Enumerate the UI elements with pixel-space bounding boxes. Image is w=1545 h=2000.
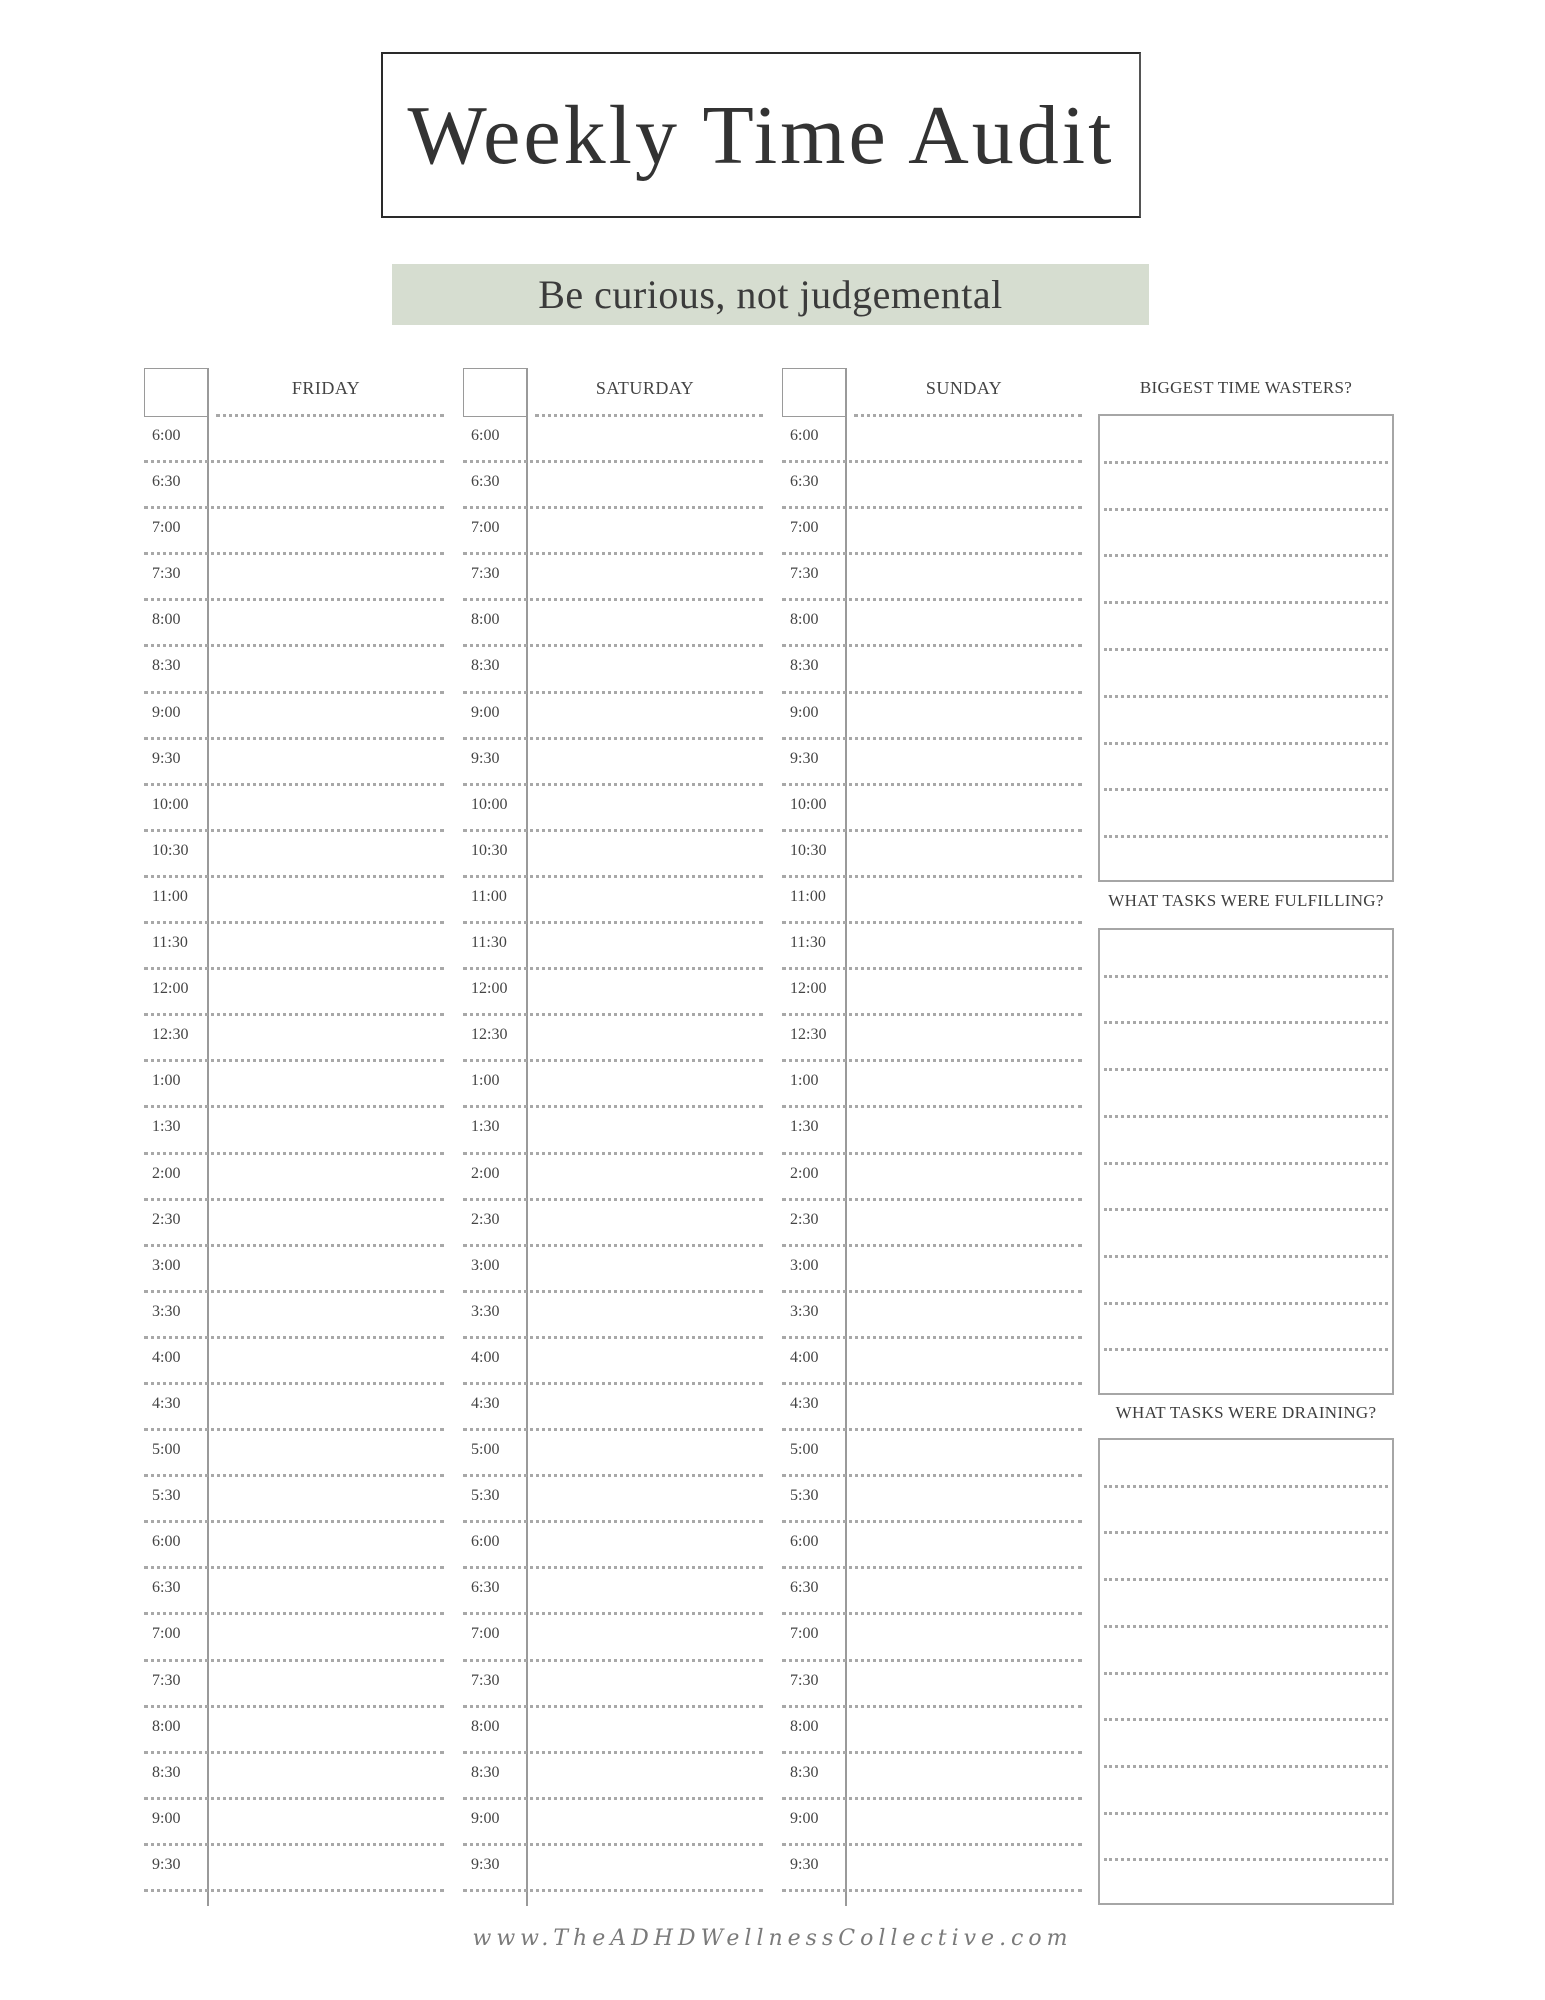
time-slot[interactable] — [144, 1247, 444, 1293]
time-slot[interactable] — [463, 970, 763, 1016]
notes-box-time-wasters[interactable] — [1098, 414, 1394, 882]
time-label: 10:00 — [790, 795, 827, 813]
time-slot[interactable] — [782, 417, 1082, 463]
time-slot[interactable] — [463, 1615, 763, 1661]
time-slot[interactable] — [782, 1477, 1082, 1523]
time-slot[interactable] — [782, 1385, 1082, 1431]
time-slot[interactable] — [782, 1062, 1082, 1108]
writing-line — [1104, 1348, 1388, 1351]
time-label: 3:30 — [152, 1302, 181, 1320]
time-label: 8:00 — [790, 611, 819, 629]
time-slot[interactable] — [782, 1800, 1082, 1846]
writing-line — [1104, 1531, 1388, 1534]
writing-line — [1104, 695, 1388, 698]
time-label: 8:00 — [471, 611, 500, 629]
time-slot[interactable] — [782, 1708, 1082, 1754]
time-label: 2:00 — [471, 1164, 500, 1182]
time-slot[interactable] — [463, 1477, 763, 1523]
time-label: 10:30 — [471, 841, 508, 859]
time-slot[interactable] — [463, 1846, 763, 1892]
time-label: 9:30 — [152, 1855, 181, 1873]
time-slot[interactable] — [144, 694, 444, 740]
time-slot[interactable] — [782, 463, 1082, 509]
time-slot[interactable] — [782, 509, 1082, 555]
time-label: 12:30 — [471, 1026, 508, 1044]
time-label: 2:30 — [790, 1210, 819, 1228]
time-label: 7:30 — [790, 565, 819, 583]
day-name: FRIDAY — [291, 378, 361, 398]
time-label: 12:00 — [152, 980, 189, 998]
time-slot[interactable] — [463, 1754, 763, 1800]
time-slot[interactable] — [144, 740, 444, 786]
time-label: 6:30 — [471, 1579, 500, 1597]
time-slot[interactable] — [463, 1201, 763, 1247]
time-slot[interactable] — [463, 1385, 763, 1431]
time-label: 11:00 — [790, 887, 826, 905]
time-label: 8:30 — [790, 657, 819, 675]
writing-line — [1104, 1485, 1388, 1488]
time-label: 7:30 — [471, 565, 500, 583]
time-slot[interactable] — [463, 555, 763, 601]
time-slot[interactable] — [463, 1062, 763, 1108]
subtitle: Be curious, not judgemental — [538, 272, 1003, 317]
time-slot[interactable] — [144, 1569, 444, 1615]
writing-line — [1104, 1255, 1388, 1258]
time-label: 1:00 — [471, 1072, 500, 1090]
time-label: 10:30 — [152, 841, 189, 859]
time-slot[interactable] — [782, 1201, 1082, 1247]
writing-line — [1104, 508, 1388, 511]
time-label: 4:00 — [790, 1348, 819, 1366]
time-label: 6:00 — [152, 427, 181, 444]
writing-line — [1104, 1115, 1388, 1118]
time-slot[interactable] — [463, 1431, 763, 1477]
writing-line — [1104, 648, 1388, 651]
section-title-draining: WHAT TASKS WERE DRAINING? — [1115, 1403, 1377, 1422]
time-label: 7:00 — [790, 1625, 819, 1643]
time-slot[interactable] — [144, 417, 444, 463]
time-slot[interactable] — [782, 832, 1082, 878]
time-label: 12:00 — [471, 980, 508, 998]
writing-line — [1104, 1302, 1388, 1305]
time-label: 8:00 — [471, 1717, 500, 1735]
time-label: 9:00 — [471, 703, 500, 721]
time-slot[interactable] — [463, 1339, 763, 1385]
time-label: 1:30 — [471, 1118, 500, 1136]
time-slot[interactable] — [144, 1108, 444, 1154]
time-slot[interactable] — [463, 740, 763, 786]
time-slot[interactable] — [463, 694, 763, 740]
time-slot[interactable] — [144, 878, 444, 924]
section-title-time-wasters: BIGGEST TIME WASTERS? — [1139, 378, 1353, 397]
time-label: 2:30 — [471, 1210, 500, 1228]
time-label: 2:00 — [152, 1164, 181, 1182]
time-label: 9:30 — [790, 749, 819, 767]
time-label: 10:30 — [790, 841, 827, 859]
time-slot[interactable] — [463, 924, 763, 970]
time-label: 1:30 — [152, 1118, 181, 1136]
time-label: 4:30 — [790, 1394, 819, 1412]
time-slot[interactable] — [144, 555, 444, 601]
time-slot[interactable] — [463, 1108, 763, 1154]
time-slots — [463, 417, 763, 1892]
time-slot[interactable] — [782, 1846, 1082, 1892]
time-slot[interactable] — [144, 601, 444, 647]
time-slot[interactable] — [144, 1155, 444, 1201]
time-label: 5:30 — [471, 1487, 500, 1505]
writing-line — [1104, 1858, 1388, 1861]
time-slot[interactable] — [463, 647, 763, 693]
writing-line — [1104, 601, 1388, 604]
time-label: 7:00 — [471, 1625, 500, 1643]
time-slot[interactable] — [463, 1569, 763, 1615]
writing-line — [1104, 1162, 1388, 1165]
time-label: 12:30 — [790, 1026, 827, 1044]
time-slot[interactable] — [144, 1615, 444, 1661]
day-name: SUNDAY — [925, 378, 1003, 398]
time-label: 3:00 — [471, 1256, 500, 1274]
time-slot[interactable] — [144, 1385, 444, 1431]
writing-line — [1104, 742, 1388, 745]
writing-line — [1104, 1625, 1388, 1628]
writing-line — [1104, 1765, 1388, 1768]
time-label: 1:00 — [790, 1072, 819, 1090]
time-slot[interactable] — [782, 694, 1082, 740]
time-label: 3:00 — [152, 1256, 181, 1274]
time-slot[interactable] — [463, 1800, 763, 1846]
time-slot[interactable] — [144, 1662, 444, 1708]
day-checkbox[interactable] — [463, 368, 527, 417]
time-slot[interactable] — [463, 786, 763, 832]
time-label: 7:30 — [790, 1671, 819, 1689]
time-label: 11:30 — [152, 934, 188, 952]
writing-line — [1104, 554, 1388, 557]
time-slot[interactable] — [144, 924, 444, 970]
writing-line — [1104, 1021, 1388, 1024]
time-label: 7:00 — [152, 1625, 181, 1643]
time-slot[interactable] — [782, 740, 1082, 786]
time-slot[interactable] — [782, 1108, 1082, 1154]
time-slot[interactable] — [144, 786, 444, 832]
time-slots — [782, 417, 1082, 1892]
writing-line — [1104, 1812, 1388, 1815]
time-label: 9:00 — [152, 1809, 181, 1827]
time-slot[interactable] — [144, 1293, 444, 1339]
time-slot[interactable] — [463, 1662, 763, 1708]
time-slot[interactable] — [144, 509, 444, 555]
time-label: 11:00 — [471, 887, 507, 905]
time-label: 8:30 — [471, 657, 500, 675]
time-slot[interactable] — [144, 1523, 444, 1569]
time-label: 7:00 — [471, 519, 500, 537]
time-label: 8:00 — [152, 1717, 181, 1735]
time-slot[interactable] — [463, 832, 763, 878]
time-label: 6:30 — [790, 473, 819, 491]
time-label: 8:00 — [152, 611, 181, 629]
time-label: 9:00 — [471, 1809, 500, 1827]
writing-line — [1104, 1578, 1388, 1581]
time-slot[interactable] — [144, 970, 444, 1016]
time-slot[interactable] — [782, 555, 1082, 601]
time-slot[interactable] — [144, 1846, 444, 1892]
time-slot[interactable] — [782, 1569, 1082, 1615]
time-slot[interactable] — [463, 878, 763, 924]
time-slot[interactable] — [782, 1662, 1082, 1708]
time-slot[interactable] — [782, 970, 1082, 1016]
time-label: 9:30 — [471, 1855, 500, 1873]
notes-box-draining[interactable] — [1098, 1438, 1394, 1905]
time-label: 8:30 — [471, 1763, 500, 1781]
time-slot[interactable] — [463, 463, 763, 509]
time-slot[interactable] — [463, 1155, 763, 1201]
time-slot[interactable] — [144, 1201, 444, 1247]
time-label: 6:30 — [790, 1579, 819, 1597]
time-label: 12:00 — [790, 980, 827, 998]
time-label: 8:30 — [152, 657, 181, 675]
time-label: 3:30 — [471, 1302, 500, 1320]
time-label: 6:00 — [471, 427, 500, 444]
time-label: 11:30 — [471, 934, 507, 952]
time-label: 4:00 — [471, 1348, 500, 1366]
time-slot[interactable] — [144, 1339, 444, 1385]
writing-line — [1104, 1672, 1388, 1675]
writing-line — [1104, 461, 1388, 464]
time-label: 9:00 — [152, 703, 181, 721]
time-label: 6:30 — [152, 1579, 181, 1597]
time-slot[interactable] — [144, 463, 444, 509]
time-slot[interactable] — [782, 1247, 1082, 1293]
time-slot[interactable] — [782, 1431, 1082, 1477]
section-title-fulfilling: WHAT TASKS WERE FULFILLING? — [1108, 891, 1384, 910]
time-label: 8:30 — [790, 1763, 819, 1781]
time-slot[interactable] — [463, 509, 763, 555]
time-label: 9:30 — [471, 749, 500, 767]
time-slot[interactable] — [144, 1016, 444, 1062]
time-slot[interactable] — [144, 1754, 444, 1800]
time-label: 6:30 — [152, 473, 181, 491]
time-label: 10:00 — [152, 795, 189, 813]
time-slot[interactable] — [782, 1339, 1082, 1385]
time-slot[interactable] — [463, 417, 763, 463]
time-slot[interactable] — [782, 1016, 1082, 1062]
day-checkbox[interactable] — [782, 368, 846, 417]
time-label: 7:30 — [471, 1671, 500, 1689]
time-slot[interactable] — [144, 1062, 444, 1108]
time-label: 8:00 — [790, 1717, 819, 1735]
time-label: 5:30 — [152, 1487, 181, 1505]
time-slot[interactable] — [463, 1016, 763, 1062]
time-slot[interactable] — [782, 1155, 1082, 1201]
time-label: 9:00 — [790, 1809, 819, 1827]
time-slot[interactable] — [782, 1615, 1082, 1661]
time-slot[interactable] — [463, 601, 763, 647]
time-label: 1:00 — [152, 1072, 181, 1090]
time-slot[interactable] — [463, 1293, 763, 1339]
title-box — [381, 52, 1141, 218]
time-slot[interactable] — [144, 1431, 444, 1477]
time-label: 3:00 — [790, 1256, 819, 1274]
time-slots — [144, 417, 444, 1892]
time-label: 5:30 — [790, 1487, 819, 1505]
time-label: 5:00 — [790, 1441, 819, 1459]
time-label: 8:30 — [152, 1763, 181, 1781]
time-label: 7:30 — [152, 565, 181, 583]
writing-line — [1104, 975, 1388, 978]
time-label: 10:00 — [471, 795, 508, 813]
time-label: 1:30 — [790, 1118, 819, 1136]
time-label: 4:00 — [152, 1348, 181, 1366]
time-label: 6:00 — [152, 1533, 181, 1551]
time-label: 11:00 — [152, 887, 188, 905]
time-slot[interactable] — [782, 1293, 1082, 1339]
time-slot[interactable] — [782, 601, 1082, 647]
subtitle-band — [392, 264, 1149, 325]
time-slot[interactable] — [782, 924, 1082, 970]
time-label: 7:00 — [790, 519, 819, 537]
time-label: 6:00 — [790, 1533, 819, 1551]
footer-website: www.TheADHDWellnessCollective.com — [472, 1926, 1073, 1951]
time-slot[interactable] — [782, 1754, 1082, 1800]
time-label: 9:00 — [790, 703, 819, 721]
time-label: 4:30 — [152, 1394, 181, 1412]
time-slot[interactable] — [463, 1708, 763, 1754]
time-slot[interactable] — [782, 1523, 1082, 1569]
time-slot[interactable] — [144, 1800, 444, 1846]
writing-line — [1104, 1208, 1388, 1211]
writing-line — [1104, 835, 1388, 838]
day-name: SATURDAY — [595, 378, 695, 398]
time-slot[interactable] — [463, 1247, 763, 1293]
time-label: 6:30 — [471, 473, 500, 491]
time-label: 7:30 — [152, 1671, 181, 1689]
time-label: 5:00 — [152, 1441, 181, 1459]
time-label: 9:30 — [790, 1855, 819, 1873]
time-slot[interactable] — [144, 1708, 444, 1754]
time-label: 6:00 — [471, 1533, 500, 1551]
writing-line — [1104, 1718, 1388, 1721]
notes-box-fulfilling[interactable] — [1098, 928, 1394, 1395]
time-slot[interactable] — [782, 647, 1082, 693]
time-slot[interactable] — [782, 878, 1082, 924]
time-label: 6:00 — [790, 427, 819, 444]
writing-line — [1104, 788, 1388, 791]
time-slot[interactable] — [782, 786, 1082, 832]
time-slot[interactable] — [144, 647, 444, 693]
time-label: 11:30 — [790, 934, 826, 952]
time-slot[interactable] — [463, 1523, 763, 1569]
time-label: 9:30 — [152, 749, 181, 767]
time-slot[interactable] — [144, 1477, 444, 1523]
time-slot[interactable] — [144, 832, 444, 878]
time-label: 3:30 — [790, 1302, 819, 1320]
time-label: 7:00 — [152, 519, 181, 537]
time-label: 4:30 — [471, 1394, 500, 1412]
time-label: 2:30 — [152, 1210, 181, 1228]
writing-line — [1104, 1068, 1388, 1071]
day-checkbox[interactable] — [144, 368, 208, 417]
time-label: 2:00 — [790, 1164, 819, 1182]
page-title: Weekly Time Audit — [407, 88, 1115, 182]
time-label: 5:00 — [471, 1441, 500, 1459]
time-label: 12:30 — [152, 1026, 189, 1044]
